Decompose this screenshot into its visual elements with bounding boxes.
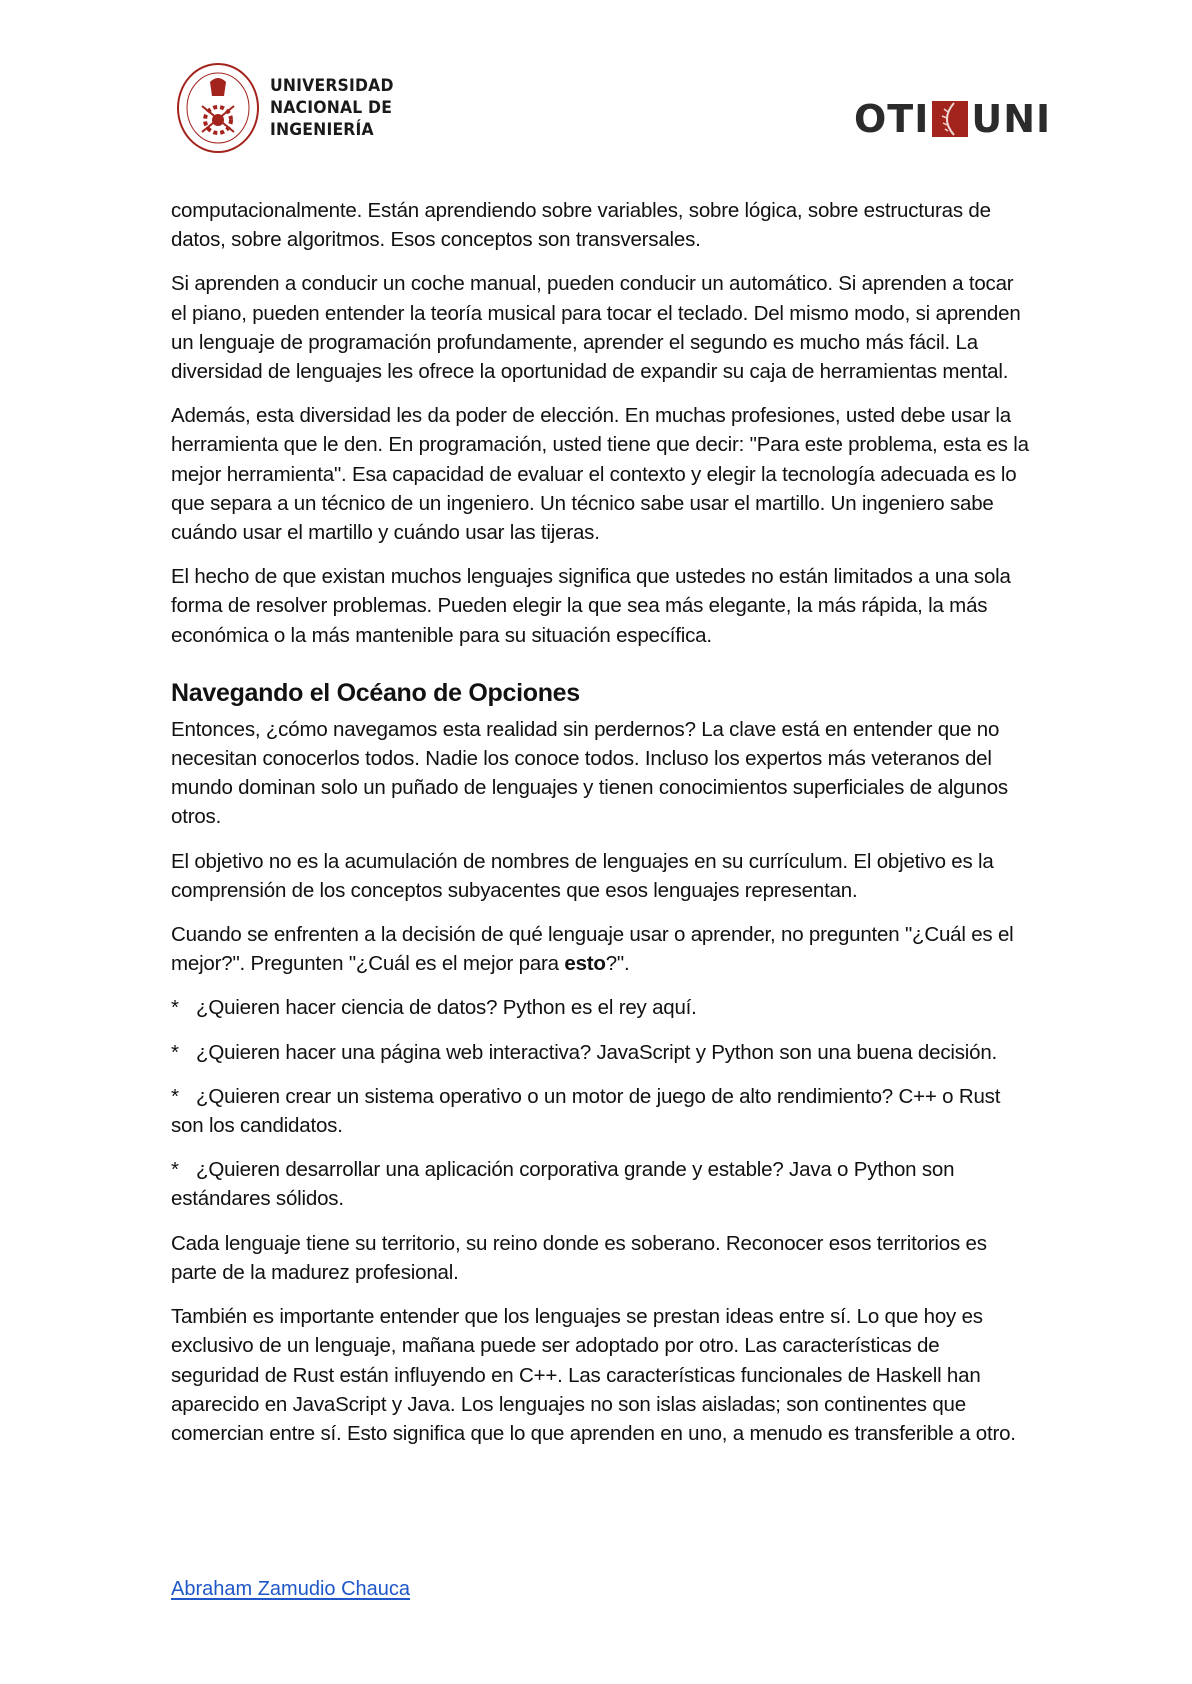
- paragraph: El objetivo no es la acumulación de nombres de lenguajes en su currículum. El objetivo es la comprensión de los conceptos subyacentes que esos lenguajes representan.: [171, 849, 994, 902]
- paragraph: También es importante entender que los lenguajes se prestan ideas entre sí. Lo que hoy es exclusivo de un lenguaje, mañana puede ser adoptado por otro. Las características de seguridad de Rust están influyendo en C++. Las características funcionales de Haskell han aparecido en JavaScript y Java. Los lenguajes no son islas aisladas; son continentes que comercian entre sí. Esto significa que lo que aprenden en uno, a menudo es transferible a otro.: [171, 1305, 1016, 1445]
- paragraph: El hecho de que existan muchos lenguajes significa que ustedes no están limitados a una sola forma de resolver problemas. Pueden elegir la que sea más elegante, la más rápida, la más económica o la más mantenible para su situación específica.: [171, 565, 1011, 647]
- oti-logo-right-text: UNI: [971, 97, 1052, 141]
- bullet-item: * ¿Quieren hacer ciencia de datos? Python es el rey aquí.: [171, 993, 1031, 1022]
- university-name-line-2: NACIONAL DE: [270, 98, 393, 118]
- paragraph: Además, esta diversidad les da poder de elección. En muchas profesiones, usted debe usar la herramienta que le den. En programación, usted tiene que decir: "Para este problema, esta es la mejor herramienta". Esa capacidad de evaluar el contexto y elegir la tecnología adecuada es lo que separa a un técnico de un ingeniero. Un técnico sabe usar el martillo. Un ingeniero sabe cuándo usar el martillo y cuándo usar las tijeras.: [171, 404, 1029, 545]
- emphasis-text: esto: [564, 952, 606, 976]
- paragraph: computacionalmente. Están aprendiendo sobre variables, sobre lógica, sobre estructuras de datos, sobre algoritmos. Esos conceptos son transversales.: [171, 199, 991, 252]
- bullet-item: * ¿Quieren crear un sistema operativo o un motor de juego de alto rendimiento? C++ o Rust son los candidatos.: [171, 1082, 1031, 1140]
- university-name-line-1: UNIVERSIDAD: [270, 76, 394, 96]
- bullet-asterisk: *: [171, 1040, 179, 1064]
- page-header: [0, 0, 1192, 170]
- paragraph: Si aprenden a conducir un coche manual, pueden conducir un automático. Si aprenden a tocar el piano, pueden entender la teoría musical para tocar el teclado. Del mismo modo, si aprenden un lenguaje de programación profundamente, aprender el segundo es mucho más fácil. La diversidad de lenguajes les ofrece la oportunidad de expandir su caja de herramientas mental.: [171, 272, 1021, 384]
- author-link[interactable]: Abraham Zamudio Chauca: [171, 1578, 411, 1600]
- oti-logo-mark-icon: [932, 101, 968, 137]
- university-logo: [176, 62, 404, 154]
- bullet-asterisk: *: [171, 1158, 179, 1182]
- university-name-line-3: INGENIERÍA: [270, 120, 374, 140]
- bullet-asterisk: *: [171, 1084, 179, 1108]
- bullet-asterisk: *: [171, 996, 179, 1020]
- paragraph: Cada lenguaje tiene su territorio, su reino donde es soberano. Reconocer esos territorios es parte de la madurez profesional.: [171, 1231, 987, 1284]
- bullet-item: * ¿Quieren desarrollar una aplicación corporativa grande y estable? Java o Python son estándares sólidos.: [171, 1155, 1031, 1213]
- question-paragraph: Cuando se enfrenten a la decisión de qué lenguaje usar o aprender, no pregunten "¿Cuál es el mejor?". Pregunten "¿Cuál es el mejor para esto?".: [171, 923, 1014, 976]
- university-seal-icon: [176, 62, 260, 154]
- paragraph: Entonces, ¿cómo navegamos esta realidad sin perdernos? La clave está en entender que no necesitan conocerlos todos. Nadie los conoce todos. Incluso los expertos más veteranos del mundo dominan solo un puñado de lenguajes y tienen conocimientos superficiales de algunos otros.: [171, 717, 1008, 829]
- oti-logo-left-text: OTI: [854, 97, 930, 141]
- bullet-item: * ¿Quieren hacer una página web interactiva? JavaScript y Python son una buena decisión.: [171, 1038, 1031, 1067]
- oti-uni-logo: [854, 97, 1052, 141]
- section-heading: Navegando el Océano de Opciones: [171, 678, 580, 707]
- document-body: [171, 196, 1031, 1463]
